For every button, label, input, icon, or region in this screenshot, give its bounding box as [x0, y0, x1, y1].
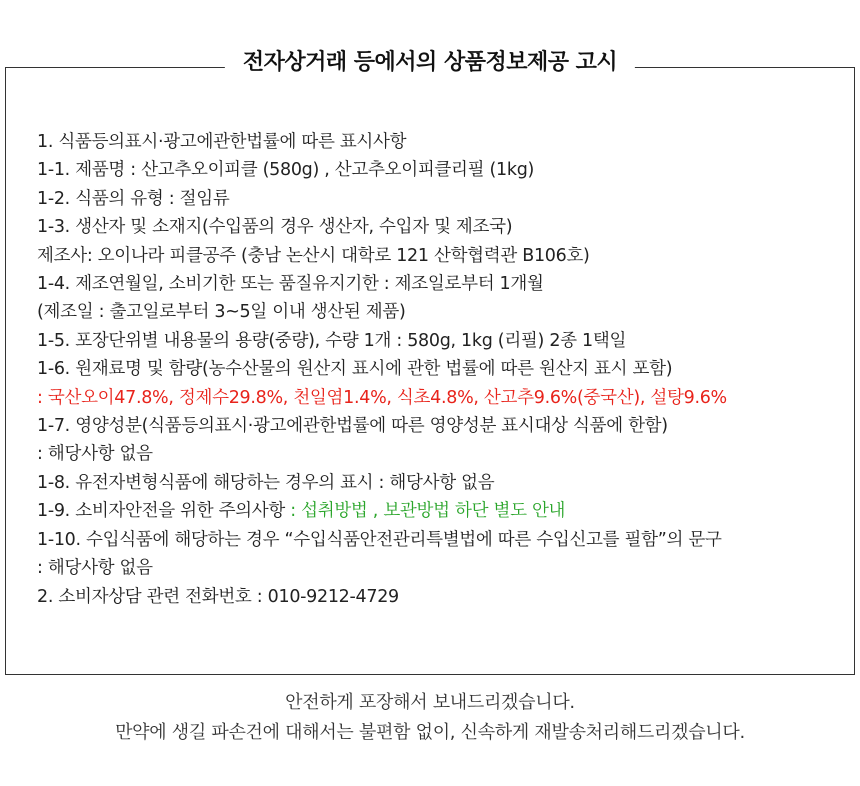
notice-line-text: 1-8. 유전자변형식품에 해당하는 경우의 표시 : 해당사항 없음: [37, 472, 495, 493]
notice-line-manufacturer: [37, 242, 837, 270]
notice-line-text: 1-9. 소비자안전을 위한 주의사항: [37, 501, 285, 522]
notice-line-1-5: [37, 327, 837, 355]
notice-line-text: 1-3. 생산자 및 소재지(수입품의 경우 생산자, 수입자 및 제조국): [37, 217, 513, 238]
notice-line-text: 1-10. 수입식품에 해당하는 경우 “수입식품안전관리특별법에 따른 수입신고를 필함”의 문구: [37, 529, 722, 550]
notice-line-text: 1-5. 포장단위별 내용물의 용량(중량), 수량 1개 : 580g, 1kg (리필) 2종 1택일: [37, 330, 627, 351]
notice-line-ingredients: [37, 384, 837, 412]
footer-line-2: 만약에 생길 파손건에 대해서는 불편함 없이, 신속하게 재발송처리해드리겠습니다.: [115, 722, 745, 743]
notice-line-1-9: [37, 497, 837, 525]
notice-line-text: 1. 식품등의표시·광고에관한법률에 따른 표시사항: [37, 132, 407, 152]
notice-line-nutrition-none: [37, 440, 837, 468]
notice-line-1-7: [37, 412, 837, 440]
notice-line-text: 1-2. 식품의 유형 : 절임류: [37, 188, 230, 209]
footer-line-1: 안전하게 포장해서 보내드리겠습니다.: [285, 692, 575, 713]
footer-message: [0, 688, 860, 748]
ingredients-text: : 국산오이47.8%, 정제수29.8%, 천일염1.4%, 식초4.8%, 산고추9.6%(중국산), 설탕9.6%: [37, 387, 727, 408]
notice-line-text: 1-7. 영양성분(식품등의표시·광고에관한법률에 따른 영양성분 표시대상 식품에 한함): [37, 416, 668, 437]
notice-title-wrap: [0, 48, 860, 78]
notice-line-text: 제조사: 오이나라 피클공주 (충남 논산시 대학로 121 산학협력관 B106호): [37, 245, 590, 266]
notice-line-1-4: [37, 270, 837, 298]
notice-line-text: 1-6. 원재료명 및 함량(농수산물의 원산지 표시에 관한 법률에 따른 원산지 표시 포함): [37, 359, 673, 380]
notice-line-1-10: [37, 526, 837, 554]
notice-line-text: (제조일 : 출고일로부터 3~5일 이내 생산된 제품): [37, 302, 406, 323]
notice-line-text: : 해당사항 없음: [37, 444, 153, 465]
notice-lines: [37, 128, 837, 611]
notice-line-text: 1-1. 제품명 : 산고추오이피클 (580g) , 산고추오이피클리필 (1kg): [37, 160, 535, 181]
notice-line-2: [37, 583, 837, 611]
notice-line-1-8: [37, 469, 837, 497]
caution-highlight: : 섭취방법 , 보관방법 하단 별도 안내: [285, 501, 566, 522]
notice-line-1-1: [37, 156, 837, 184]
notice-title: 전자상거래 등에서의 상품정보제공 고시: [225, 48, 635, 78]
phone-number-text: 2. 소비자상담 관련 전화번호 : 010-9212-4729: [37, 586, 399, 607]
notice-line-text: 1-4. 제조연월일, 소비기한 또는 품질유지기한 : 제조일로부터 1개월: [37, 274, 544, 295]
notice-line-1-2: [37, 185, 837, 213]
notice-line-text: : 해당사항 없음: [37, 558, 153, 579]
notice-line-import-none: [37, 554, 837, 582]
notice-line-1: [37, 128, 837, 156]
notice-line-1-3: [37, 213, 837, 241]
notice-line-manufacture-date: [37, 298, 837, 326]
notice-line-1-6: [37, 355, 837, 383]
